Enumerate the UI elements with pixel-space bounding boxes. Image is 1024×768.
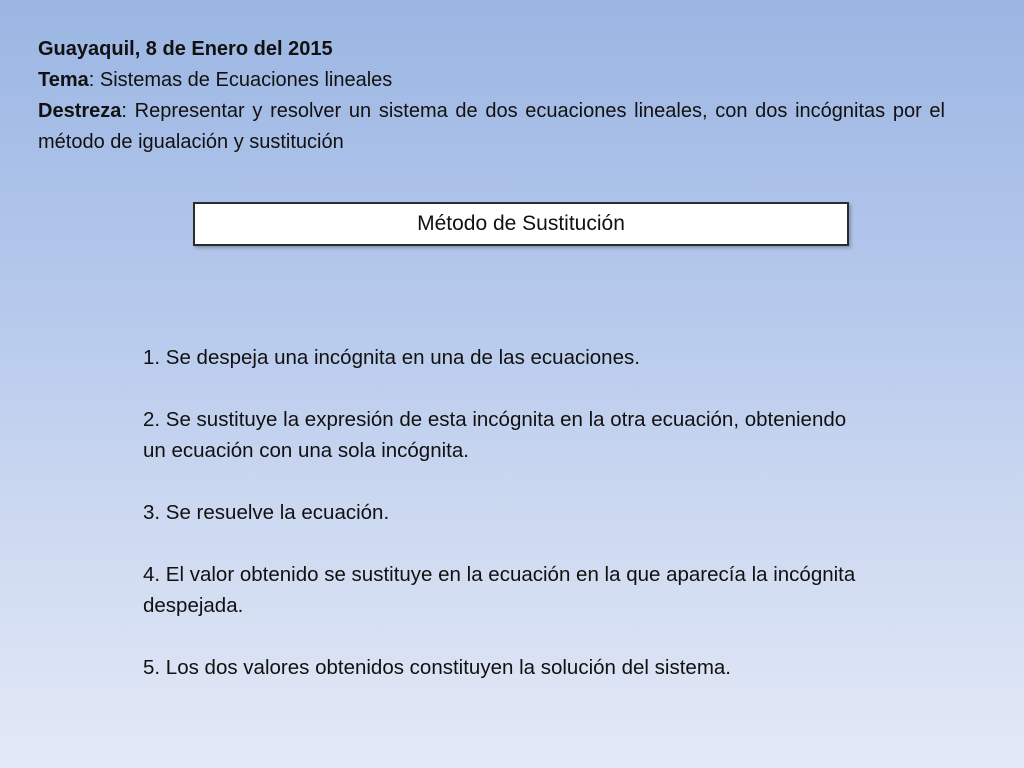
destreza-label: Destreza xyxy=(38,100,122,122)
steps-list xyxy=(143,342,863,683)
tema-label: Tema xyxy=(38,69,89,91)
step-item: 2. Se sustituye la expresión de esta incógnita en la otra ecuación, obteniendo un ecuación con una sola incógnita. xyxy=(143,408,847,462)
step-item: 4. El valor obtenido se sustituye en la ecuación en la que aparecía la incógnita despejada. xyxy=(143,563,856,617)
step-item: 5. Los dos valores obtenidos constituyen la solución del sistema. xyxy=(143,656,732,679)
tema-line xyxy=(38,65,945,96)
tema-value: : Sistemas de Ecuaciones lineales xyxy=(88,69,393,91)
slide-header xyxy=(38,34,945,158)
date-line: Guayaquil, 8 de Enero del 2015 xyxy=(38,38,333,60)
destreza-line xyxy=(38,96,945,158)
method-title: Método de Sustitución xyxy=(417,212,625,235)
destreza-value: : Representar y resolver un sistema de dos ecuaciones lineales, con dos incógnitas por el método de igualación y sustitución xyxy=(38,100,945,153)
method-title-box xyxy=(193,202,849,246)
step-item: 1. Se despeja una incógnita en una de las ecuaciones. xyxy=(143,346,640,369)
step-item: 3. Se resuelve la ecuación. xyxy=(143,501,390,524)
